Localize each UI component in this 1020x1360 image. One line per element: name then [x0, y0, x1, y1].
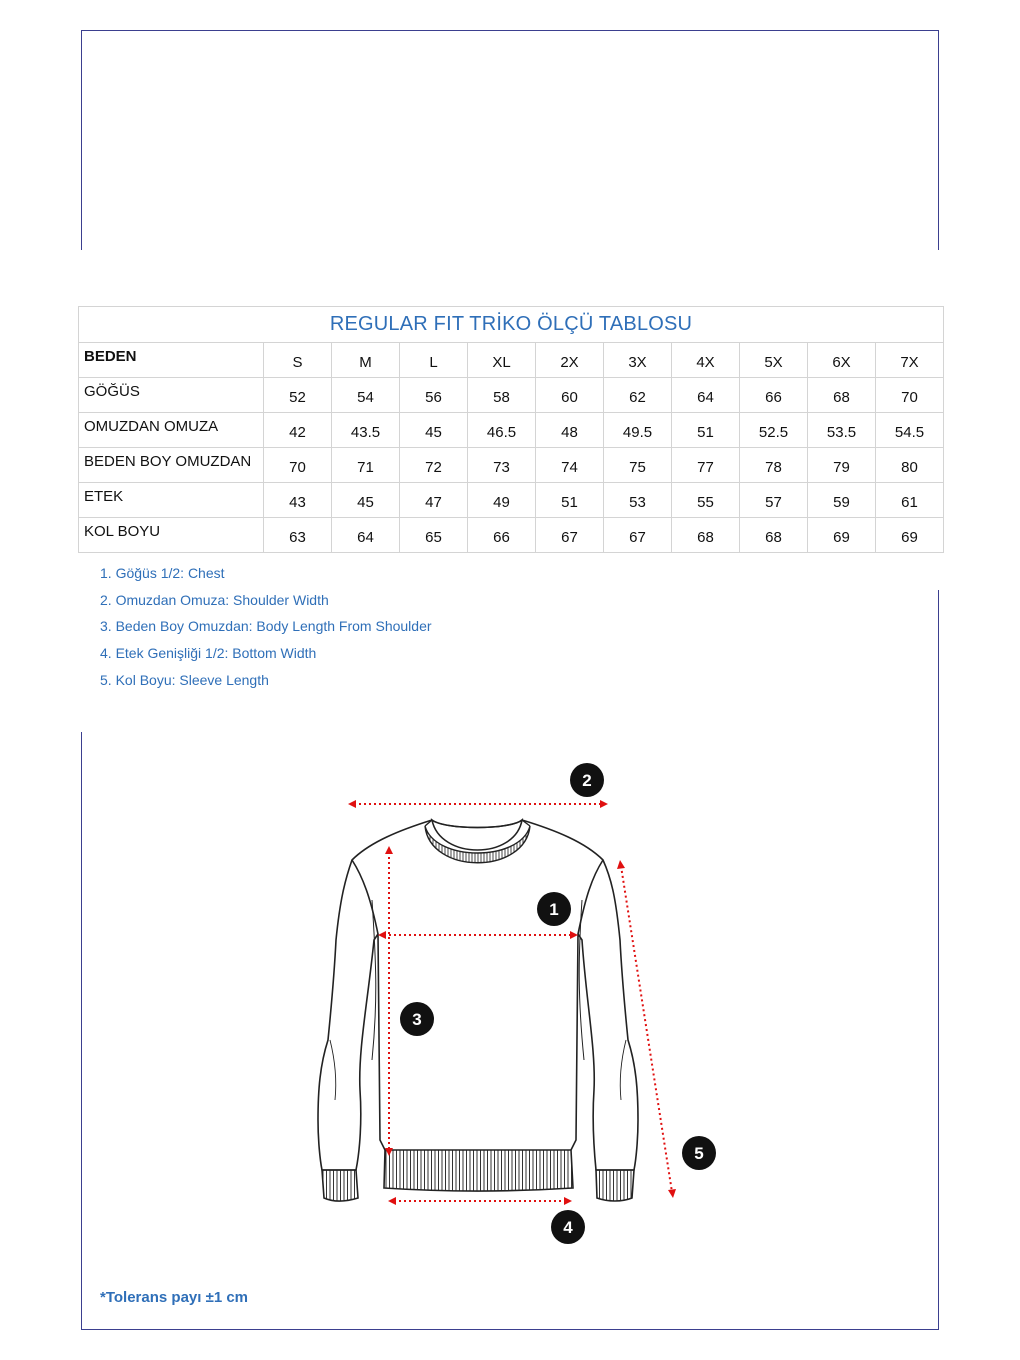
value-cell: 79 — [808, 448, 876, 483]
value-cell: 71 — [332, 448, 400, 483]
arrowhead — [385, 846, 393, 854]
value-cell: 48 — [536, 413, 604, 448]
badge-number: 4 — [563, 1218, 573, 1237]
value-cell: 78 — [740, 448, 808, 483]
table-title: REGULAR FIT TRİKO ÖLÇÜ TABLOSU — [79, 307, 944, 343]
arrowhead — [564, 1197, 572, 1205]
badge-4 — [551, 1210, 585, 1244]
arrowhead — [617, 860, 625, 869]
size-cell: 2X — [536, 343, 604, 378]
row-label: GÖĞÜS — [79, 378, 264, 413]
badge-number: 3 — [412, 1010, 422, 1029]
value-cell: 68 — [740, 518, 808, 553]
value-cell: 77 — [672, 448, 740, 483]
row-label: ETEK — [79, 483, 264, 518]
value-cell: 70 — [264, 448, 332, 483]
value-cell: 60 — [536, 378, 604, 413]
value-cell: 64 — [672, 378, 740, 413]
value-cell: 42 — [264, 413, 332, 448]
value-cell: 43.5 — [332, 413, 400, 448]
value-cell: 63 — [264, 518, 332, 553]
value-cell: 45 — [400, 413, 468, 448]
value-cell: 59 — [808, 483, 876, 518]
value-cell: 51 — [536, 483, 604, 518]
measurement-arrowheads — [348, 800, 676, 1205]
value-cell: 55 — [672, 483, 740, 518]
size-cell: 5X — [740, 343, 808, 378]
right-cuff — [596, 1170, 634, 1201]
size-cell: 6X — [808, 343, 876, 378]
size-cell: M — [332, 343, 400, 378]
value-cell: 69 — [876, 518, 944, 553]
value-cell: 46.5 — [468, 413, 536, 448]
value-cell: 52 — [264, 378, 332, 413]
legend-item: 4. Etek Genişliği 1/2: Bottom Width — [100, 645, 317, 662]
sweater-outline — [318, 820, 638, 1170]
value-cell: 47 — [400, 483, 468, 518]
value-cell: 51 — [672, 413, 740, 448]
badge-5 — [682, 1136, 716, 1170]
value-cell: 58 — [468, 378, 536, 413]
value-cell: 53.5 — [808, 413, 876, 448]
header-label: BEDEN — [79, 343, 264, 378]
value-cell: 66 — [468, 518, 536, 553]
arrowhead — [570, 931, 578, 939]
row-label: KOL BOYU — [79, 518, 264, 553]
badge-number: 5 — [694, 1144, 704, 1163]
size-cell: 4X — [672, 343, 740, 378]
neck-rib — [425, 820, 530, 863]
value-cell: 64 — [332, 518, 400, 553]
value-cell: 68 — [672, 518, 740, 553]
row-label: BEDEN BOY OMUZDAN — [79, 448, 264, 483]
value-cell: 45 — [332, 483, 400, 518]
arrowhead — [378, 931, 386, 939]
value-cell: 57 — [740, 483, 808, 518]
sleeve-length-line — [621, 866, 672, 1192]
value-cell: 65 — [400, 518, 468, 553]
badge-3 — [400, 1002, 434, 1036]
size-cell: XL — [468, 343, 536, 378]
size-cell: S — [264, 343, 332, 378]
value-cell: 67 — [536, 518, 604, 553]
value-cell: 53 — [604, 483, 672, 518]
value-cell: 54 — [332, 378, 400, 413]
badge-number: 2 — [582, 771, 592, 790]
value-cell: 70 — [876, 378, 944, 413]
size-cell: 3X — [604, 343, 672, 378]
value-cell: 61 — [876, 483, 944, 518]
value-cell: 56 — [400, 378, 468, 413]
value-cell: 52.5 — [740, 413, 808, 448]
badge-1 — [537, 892, 571, 926]
hem-rib — [384, 1150, 573, 1191]
legend-item: 2. Omuzdan Omuza: Shoulder Width — [100, 591, 329, 608]
arrowhead — [600, 800, 608, 808]
value-cell: 62 — [604, 378, 672, 413]
value-cell: 80 — [876, 448, 944, 483]
value-cell: 54.5 — [876, 413, 944, 448]
value-cell: 73 — [468, 448, 536, 483]
badge-number: 1 — [549, 900, 559, 919]
legend-item: 5. Kol Boyu: Sleeve Length — [100, 671, 269, 688]
badge-2 — [570, 763, 604, 797]
value-cell: 69 — [808, 518, 876, 553]
arrowhead — [348, 800, 356, 808]
value-cell: 43 — [264, 483, 332, 518]
value-cell: 75 — [604, 448, 672, 483]
legend-item: 1. Göğüs 1/2: Chest — [100, 565, 225, 581]
value-cell: 68 — [808, 378, 876, 413]
value-cell: 49.5 — [604, 413, 672, 448]
arrowhead — [668, 1189, 676, 1198]
value-cell: 49 — [468, 483, 536, 518]
tolerance-note: *Tolerans payı ±1 cm — [100, 1289, 249, 1306]
value-cell: 67 — [604, 518, 672, 553]
row-label: OMUZDAN OMUZA — [79, 413, 264, 448]
left-cuff — [322, 1170, 358, 1201]
size-cell: L — [400, 343, 468, 378]
arrowhead — [388, 1197, 396, 1205]
value-cell: 74 — [536, 448, 604, 483]
value-cell: 72 — [400, 448, 468, 483]
value-cell: 66 — [740, 378, 808, 413]
legend-item: 3. Beden Boy Omuzdan: Body Length From Shoulder — [100, 618, 432, 635]
size-cell: 7X — [876, 343, 944, 378]
